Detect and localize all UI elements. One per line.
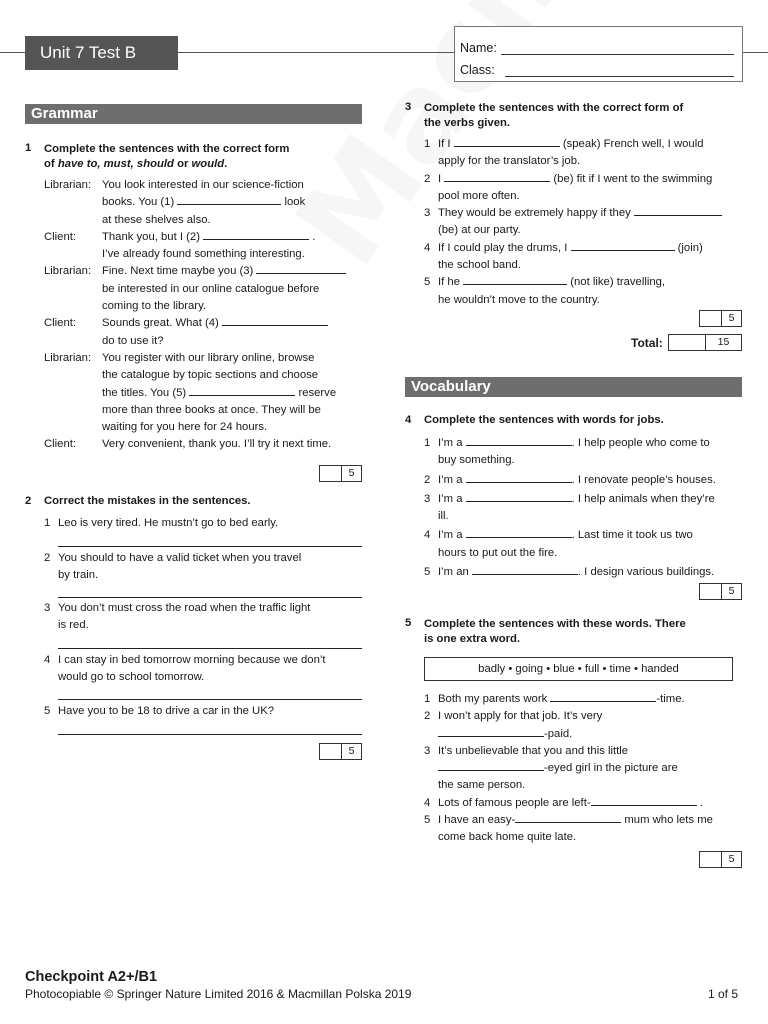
- footer-title: Checkpoint A2+/B1: [25, 969, 158, 985]
- q2-item: You should to have a valid ticket when you travel by train.: [58, 552, 302, 582]
- score-box[interactable]: 5: [699, 310, 742, 327]
- answer-line[interactable]: [58, 699, 362, 700]
- blank-q3-5[interactable]: [463, 274, 567, 285]
- blank-q4-5[interactable]: [472, 564, 578, 575]
- question-number: 3: [405, 101, 412, 113]
- list-item: 5 I’m an . I design various buildings.: [424, 566, 715, 579]
- blank-q5-3[interactable]: [438, 760, 544, 771]
- q2-item: Have you to be 18 to drive a car in the UK?: [58, 705, 275, 717]
- score-box[interactable]: 5: [699, 851, 742, 868]
- q1-dialogue: [44, 177, 364, 454]
- q4-instruction: Complete the sentences with words for jobs.: [424, 414, 664, 426]
- q5-items: [424, 691, 744, 847]
- q2-item: You don’t must cross the road when the traffic light is red.: [58, 602, 311, 632]
- list-item: 5 If he (not like) travelling, he wouldn’t move to the country.: [424, 276, 666, 306]
- q3-items: [424, 136, 744, 309]
- answer-line[interactable]: [58, 546, 362, 547]
- item-number: 5: [44, 705, 51, 717]
- dialogue-line: Client: Sounds great. What (4) do to use it?: [44, 315, 364, 350]
- blank-q3-2[interactable]: [444, 171, 550, 182]
- item-number: 2: [44, 552, 51, 564]
- blank-q4-3[interactable]: [466, 491, 572, 502]
- q5-instruction: Complete the sentences with these words. There is one extra word.: [424, 618, 686, 645]
- list-item: 4 I’m a . Last time it took us two hours to put out the fire.: [424, 529, 693, 559]
- list-item: 4 Lots of famous people are left- .: [424, 796, 703, 809]
- dialogue-line: Client: Very convenient, thank you. I’ll try it next time.: [44, 438, 332, 451]
- blank-q3-1[interactable]: [454, 136, 560, 147]
- list-item: 3 I’m a . I help animals when they’re ill.: [424, 492, 715, 523]
- list-item: 4 If I could play the drums, I (join) the school band.: [424, 241, 703, 272]
- question-number: 1: [25, 142, 32, 154]
- score-box[interactable]: 5: [319, 465, 362, 482]
- list-item: 1 I’m a . I help people who come to buy something.: [424, 437, 710, 467]
- dialogue-line: Client: Thank you, but I (2) . I’ve already found something interesting.: [44, 230, 316, 261]
- list-item: 5 I have an easy- mum who lets me come back home quite late.: [424, 814, 713, 844]
- blank-4[interactable]: [222, 315, 328, 326]
- q3-instruction: Complete the sentences with the correct form of the verbs given.: [424, 102, 684, 129]
- footer-copyright: Photocopiable © Springer Nature Limited 2016 & Macmillan Polska 2019: [25, 987, 412, 1001]
- q2-item: I can stay in bed tomorrow morning because we don’t would go to school tomorrow.: [58, 654, 326, 684]
- blank-q5-1[interactable]: [550, 691, 656, 702]
- blank-q4-2[interactable]: [466, 472, 572, 483]
- blank-q3-4[interactable]: [571, 240, 675, 251]
- blank-q5-2[interactable]: [438, 726, 544, 737]
- blank-q5-4[interactable]: [591, 795, 697, 806]
- q4-items: [424, 435, 744, 581]
- dialogue-line: Librarian: You register with our library online, browse the catalogue by topic sections and choose the titles. You (5) reserve more than three books at once. They will be waiting for you here for 24 hours.: [44, 351, 337, 434]
- word-box: badly • going • blue • full • time • handed: [424, 657, 733, 681]
- blank-3[interactable]: [256, 263, 346, 274]
- list-item: 2 I’m a . I renovate people’s houses.: [424, 473, 716, 486]
- total-score-box[interactable]: 15: [668, 334, 742, 351]
- list-item: 2 I won’t apply for that job. It’s very -paid.: [424, 710, 603, 740]
- list-item: 3 It’s unbelievable that you and this little -eyed girl in the picture are the same person.: [424, 744, 678, 792]
- blank-q4-4[interactable]: [466, 527, 572, 538]
- list-item: 1 If I (speak) French well, I would apply for the translator’s job.: [424, 138, 704, 168]
- page-number: 1 of 5: [708, 987, 739, 1001]
- blank-q4-1[interactable]: [466, 435, 572, 446]
- item-number: 3: [44, 602, 51, 614]
- blank-1[interactable]: [177, 194, 281, 205]
- list-item: 1 Both my parents work -time.: [424, 693, 685, 705]
- dialogue-line: Librarian: You look interested in our science-fiction books. You (1) look at these shelves also.: [44, 179, 306, 226]
- name-field[interactable]: [501, 42, 734, 55]
- q2-instruction: Correct the mistakes in the sentences.: [44, 495, 251, 507]
- question-number: 5: [405, 617, 412, 629]
- score-box[interactable]: 5: [699, 583, 742, 600]
- blank-2[interactable]: [203, 229, 309, 240]
- class-field[interactable]: [505, 64, 734, 77]
- list-item: 2 I (be) fit if I went to the swimming pool more often.: [424, 172, 713, 202]
- vocabulary-heading: Vocabulary: [405, 377, 742, 397]
- blank-q3-3[interactable]: [634, 205, 722, 216]
- q1-instruction: Complete the sentences with the correct form of have to, must, should or would.: [44, 143, 290, 170]
- blank-q5-5[interactable]: [515, 812, 621, 823]
- question-number: 2: [25, 495, 32, 507]
- unit-title: Unit 7 Test B: [25, 36, 178, 70]
- answer-line[interactable]: [58, 734, 362, 735]
- grammar-heading: Grammar: [25, 104, 362, 124]
- blank-5[interactable]: [189, 385, 295, 396]
- header-rule-right: [742, 52, 768, 53]
- dialogue-line: Librarian: Fine. Next time maybe you (3) be interested in our online catalogue before coming to the library.: [44, 263, 364, 315]
- total-label: Total:: [631, 336, 663, 350]
- item-number: 1: [44, 517, 51, 529]
- answer-line[interactable]: [58, 597, 362, 598]
- question-number: 4: [405, 414, 412, 426]
- class-label: Class:: [460, 63, 495, 77]
- q2-item: Leo is very tired. He mustn’t go to bed early.: [58, 517, 279, 529]
- list-item: 3 They would be extremely happy if they (be) at our party.: [424, 205, 744, 240]
- score-box[interactable]: 5: [319, 743, 362, 760]
- name-class-box: [454, 26, 743, 82]
- item-number: 4: [44, 654, 51, 666]
- answer-line[interactable]: [58, 648, 362, 649]
- name-label: Name:: [460, 41, 497, 55]
